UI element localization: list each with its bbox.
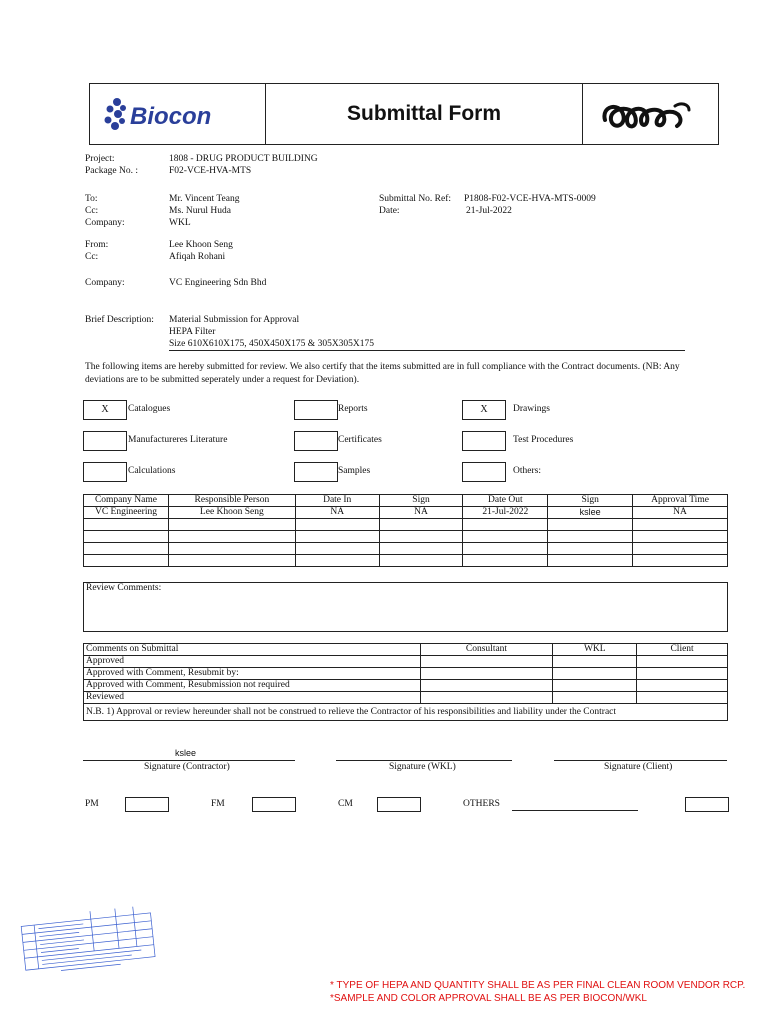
to-cc-label: Cc: (85, 206, 99, 216)
table-row (84, 555, 728, 567)
reports-label: Reports (338, 404, 368, 414)
table-row (84, 656, 728, 668)
from-cc-value: Afiqah Rohani (169, 252, 226, 262)
cell[interactable] (84, 531, 169, 543)
approval-stamp-icon (18, 905, 168, 975)
note-sample-color: *SAMPLE AND COLOR APPROVAL SHALL BE AS PER BIOCON/WKL (330, 993, 647, 1004)
description-label: Brief Description: (85, 315, 154, 325)
statement-line1: The following items are hereby submitted for review. We also certify that the items submitted are in full compliance with the Contract documents. (NB: Any (85, 362, 680, 372)
form-title: Submittal Form (266, 84, 583, 144)
comments-table-header (84, 644, 728, 656)
col-date-in: Date In (295, 495, 379, 507)
cell[interactable] (637, 668, 728, 680)
client-signature-line[interactable] (554, 760, 727, 761)
contractor-signature-label: Signature (Contractor) (144, 762, 230, 772)
wkl-logo (583, 84, 718, 144)
others-role-line[interactable] (512, 810, 638, 811)
cell[interactable] (84, 543, 169, 555)
cell[interactable] (637, 656, 728, 668)
cell[interactable] (553, 668, 637, 680)
table-row (84, 692, 728, 704)
cell[interactable] (295, 519, 379, 531)
table-row (84, 531, 728, 543)
wkl-signature-label: Signature (WKL) (389, 762, 456, 772)
col-sign-in: Sign (379, 495, 463, 507)
cell[interactable] (420, 680, 553, 692)
cell[interactable] (379, 555, 463, 567)
form-header (89, 83, 719, 145)
cell[interactable] (295, 543, 379, 555)
review-comments-box[interactable] (83, 582, 728, 632)
cell[interactable] (168, 519, 295, 531)
cell[interactable] (168, 555, 295, 567)
note-hepa-type: * TYPE OF HEPA AND QUANTITY SHALL BE AS PER FINAL CLEAN ROOM VENDOR RCP. (330, 980, 746, 991)
cell: kslee (548, 507, 633, 519)
calculations-checkbox[interactable] (83, 462, 127, 482)
fm-box[interactable] (252, 797, 296, 812)
cell: Lee Khoon Seng (168, 507, 295, 519)
cell[interactable] (633, 555, 728, 567)
wkl-signature-line[interactable] (336, 760, 512, 761)
review-comments-label: Review Comments: (86, 583, 162, 593)
description-line2: HEPA Filter (169, 327, 216, 337)
to-value: Mr. Vincent Teang (169, 194, 240, 204)
cell[interactable] (463, 555, 548, 567)
date-label: Date: (379, 206, 400, 216)
cell[interactable] (295, 531, 379, 543)
cell[interactable] (379, 519, 463, 531)
cell: VC Engineering (84, 507, 169, 519)
wkl-logo-icon (583, 84, 718, 144)
cell[interactable] (420, 692, 553, 704)
others-label: Others: (513, 466, 541, 476)
to-company-value: WKL (169, 218, 191, 228)
cell[interactable] (420, 656, 553, 668)
cm-box[interactable] (377, 797, 421, 812)
extra-box[interactable] (685, 797, 729, 812)
package-label: Package No. : (85, 166, 139, 176)
project-value: 1808 - DRUG PRODUCT BUILDING (169, 154, 318, 164)
cell[interactable] (379, 531, 463, 543)
cell: NA (633, 507, 728, 519)
col-wkl: WKL (553, 644, 637, 656)
submittal-ref-value: P1808-F02-VCE-HVA-MTS-0009 (464, 194, 596, 204)
to-cc-value: Ms. Nurul Huda (169, 206, 232, 216)
cell[interactable] (463, 531, 548, 543)
col-consultant: Consultant (420, 644, 553, 656)
table-row (84, 704, 728, 721)
drawings-checkbox[interactable]: X (462, 400, 506, 420)
cell[interactable] (84, 555, 169, 567)
cell[interactable] (553, 656, 637, 668)
fm-label: FM (211, 799, 225, 809)
biocon-logo-icon (90, 84, 265, 144)
cell[interactable] (637, 680, 728, 692)
to-company-label: Company: (85, 218, 125, 228)
calculations-label: Calculations (128, 466, 176, 476)
drawings-label: Drawings (513, 404, 550, 414)
samples-label: Samples (338, 466, 371, 476)
cell[interactable] (553, 680, 637, 692)
cell[interactable] (637, 692, 728, 704)
submittal-ref-label: Submittal No. Ref: (379, 194, 452, 204)
reports-checkbox[interactable] (294, 400, 338, 420)
status-no-resubmit: Approved with Comment, Resubmission not required (84, 680, 421, 692)
pm-label: PM (85, 799, 99, 809)
cell[interactable] (168, 543, 295, 555)
others-checkbox[interactable] (462, 462, 506, 482)
contractor-signature: kslee (175, 748, 197, 758)
test-procedures-label: Test Procedures (513, 435, 574, 445)
cell[interactable] (548, 543, 633, 555)
cell[interactable] (633, 519, 728, 531)
cell[interactable] (548, 519, 633, 531)
certificates-checkbox[interactable] (294, 431, 338, 451)
cell[interactable] (548, 531, 633, 543)
package-value: F02-VCE-HVA-MTS (169, 166, 252, 176)
status-reviewed: Reviewed (84, 692, 421, 704)
cell[interactable] (168, 531, 295, 543)
approval-table-header (84, 495, 728, 507)
literature-label: Manufactureres Literature (128, 435, 228, 445)
comments-table (83, 643, 728, 721)
cell[interactable] (295, 555, 379, 567)
table-row (84, 668, 728, 680)
samples-checkbox[interactable] (294, 462, 338, 482)
cell[interactable] (420, 668, 553, 680)
cell: NA (295, 507, 379, 519)
biocon-brand-text: Biocon (130, 103, 212, 130)
statement-line2: deviations are to be submitted seperately under a request for Deviation). (85, 375, 360, 385)
approval-table (83, 494, 728, 567)
cell[interactable] (548, 555, 633, 567)
cell[interactable] (633, 531, 728, 543)
client-signature-label: Signature (Client) (604, 762, 673, 772)
cell: 21-Jul-2022 (463, 507, 548, 519)
col-approval-time: Approval Time (633, 495, 728, 507)
cell[interactable] (633, 543, 728, 555)
col-responsible-person: Responsible Person (168, 495, 295, 507)
table-row (84, 680, 728, 692)
date-value: 21-Jul-2022 (466, 206, 512, 216)
col-comments: Comments on Submittal (84, 644, 421, 656)
cm-label: CM (338, 799, 353, 809)
table-row (84, 543, 728, 555)
status-resubmit: Approved with Comment, Resubmit by: (84, 668, 421, 680)
test-procedures-checkbox[interactable] (462, 431, 506, 451)
description-line3: Size 610X610X175, 450X450X175 & 305X305X175 (169, 339, 375, 349)
cell[interactable] (463, 519, 548, 531)
project-label: Project: (85, 154, 115, 164)
cell[interactable] (379, 543, 463, 555)
table-row (84, 507, 728, 519)
col-client: Client (637, 644, 728, 656)
description-underline (169, 339, 685, 351)
from-company-label: Company: (85, 278, 125, 288)
catalogues-label: Catalogues (128, 404, 171, 414)
col-sign-out: Sign (548, 495, 633, 507)
others-role-label: OTHERS (463, 799, 500, 809)
cell[interactable] (84, 519, 169, 531)
catalogues-checkbox[interactable]: X (83, 400, 127, 420)
biocon-logo (90, 84, 266, 144)
nb-note: N.B. 1) Approval or review hereunder shall not be construed to relieve the Contractor of his responsibilities and liability under the Contract (84, 704, 728, 721)
cell[interactable] (463, 543, 548, 555)
certificates-label: Certificates (338, 435, 382, 445)
description-line1: Material Submission for Approval (169, 315, 300, 325)
col-company-name: Company Name (84, 495, 169, 507)
from-value: Lee Khoon Seng (169, 240, 233, 250)
from-company-value: VC Engineering Sdn Bhd (169, 278, 267, 288)
cell[interactable] (553, 692, 637, 704)
literature-checkbox[interactable] (83, 431, 127, 451)
cell: NA (379, 507, 463, 519)
status-approved: Approved (84, 656, 421, 668)
contractor-signature-line[interactable] (83, 760, 295, 761)
table-row (84, 519, 728, 531)
from-cc-label: Cc: (85, 252, 99, 262)
pm-box[interactable] (125, 797, 169, 812)
from-label: From: (85, 240, 109, 250)
col-date-out: Date Out (463, 495, 548, 507)
to-label: To: (85, 194, 98, 204)
